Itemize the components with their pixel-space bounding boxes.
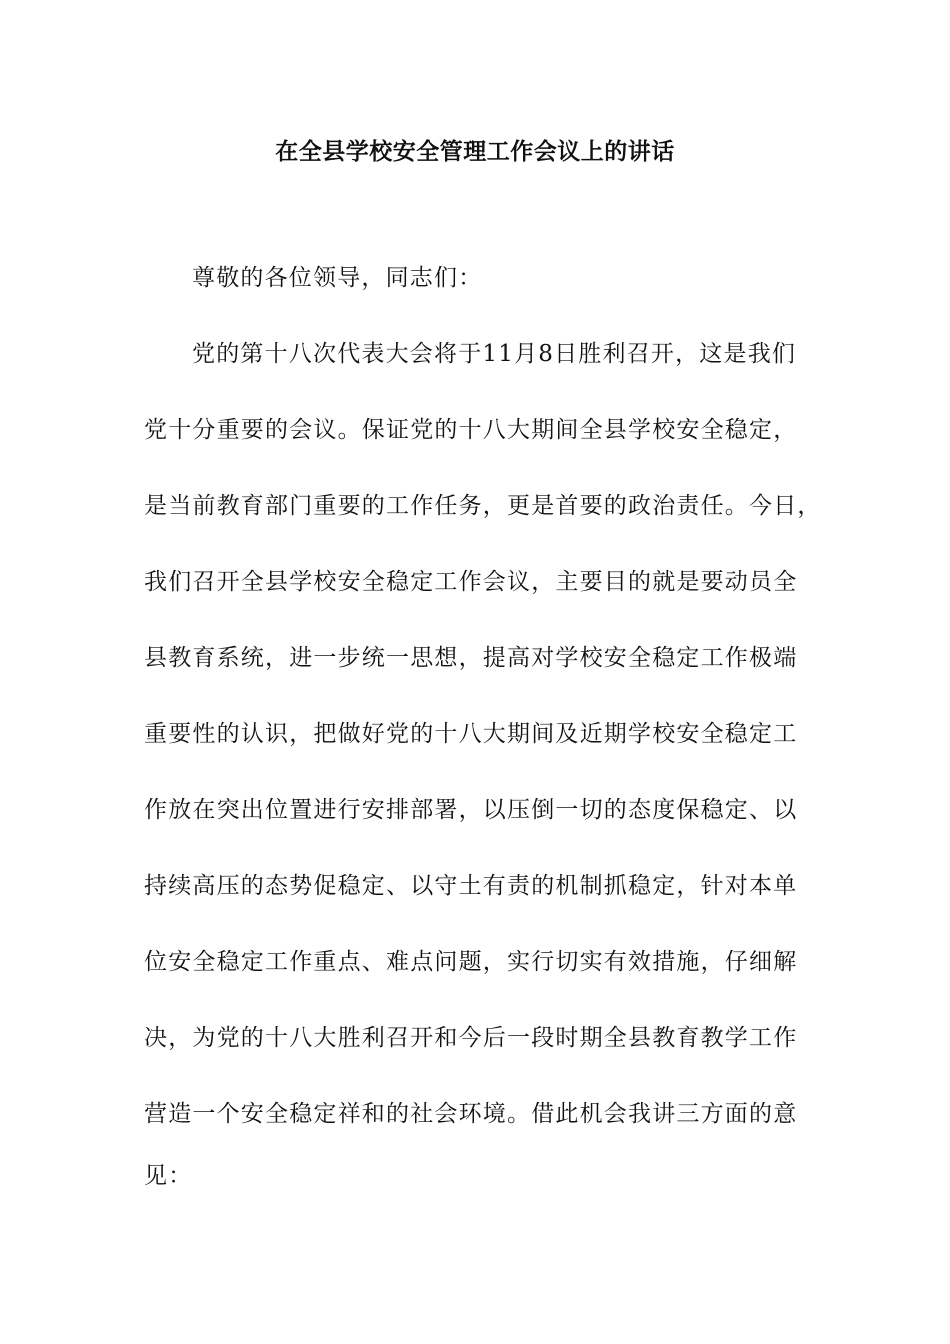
body-line: 决，为党的十八大胜利召开和今后一段时期全县教育教学工作: [144, 1025, 798, 1051]
body-line: 县教育系统，进一步统一思想，提高对学校安全稳定工作极端: [144, 645, 798, 671]
body-line: 作放在突出位置进行安排部署，以压倒一切的态度保稳定、以: [144, 797, 798, 823]
body-line: 持续高压的态势促稳定、以守土有责的机制抓稳定，针对本单: [144, 873, 798, 899]
body-line: 位安全稳定工作重点、难点问题，实行切实有效措施，仔细解: [144, 949, 798, 975]
body-line: 是当前教育部门重要的工作任务，更是首要的政治责任。今日，: [144, 493, 822, 519]
body-line: 党十分重要的会议。保证党的十八大期间全县学校安全稳定，: [144, 417, 798, 443]
body-line: 营造一个安全稳定祥和的社会环境。借此机会我讲三方面的意: [144, 1101, 798, 1127]
document-title: 在全县学校安全管理工作会议上的讲话: [275, 138, 675, 165]
body-line: 重要性的认识，把做好党的十八大期间及近期学校安全稳定工: [144, 721, 798, 747]
body-line: 见：: [144, 1163, 193, 1189]
salutation: 尊敬的各位领导，同志们：: [192, 265, 483, 291]
body-line: 党的第十八次代表大会将于11月8日胜利召开，这是我们: [192, 341, 797, 367]
body-line: 我们召开全县学校安全稳定工作会议，主要目的就是要动员全: [144, 569, 798, 595]
